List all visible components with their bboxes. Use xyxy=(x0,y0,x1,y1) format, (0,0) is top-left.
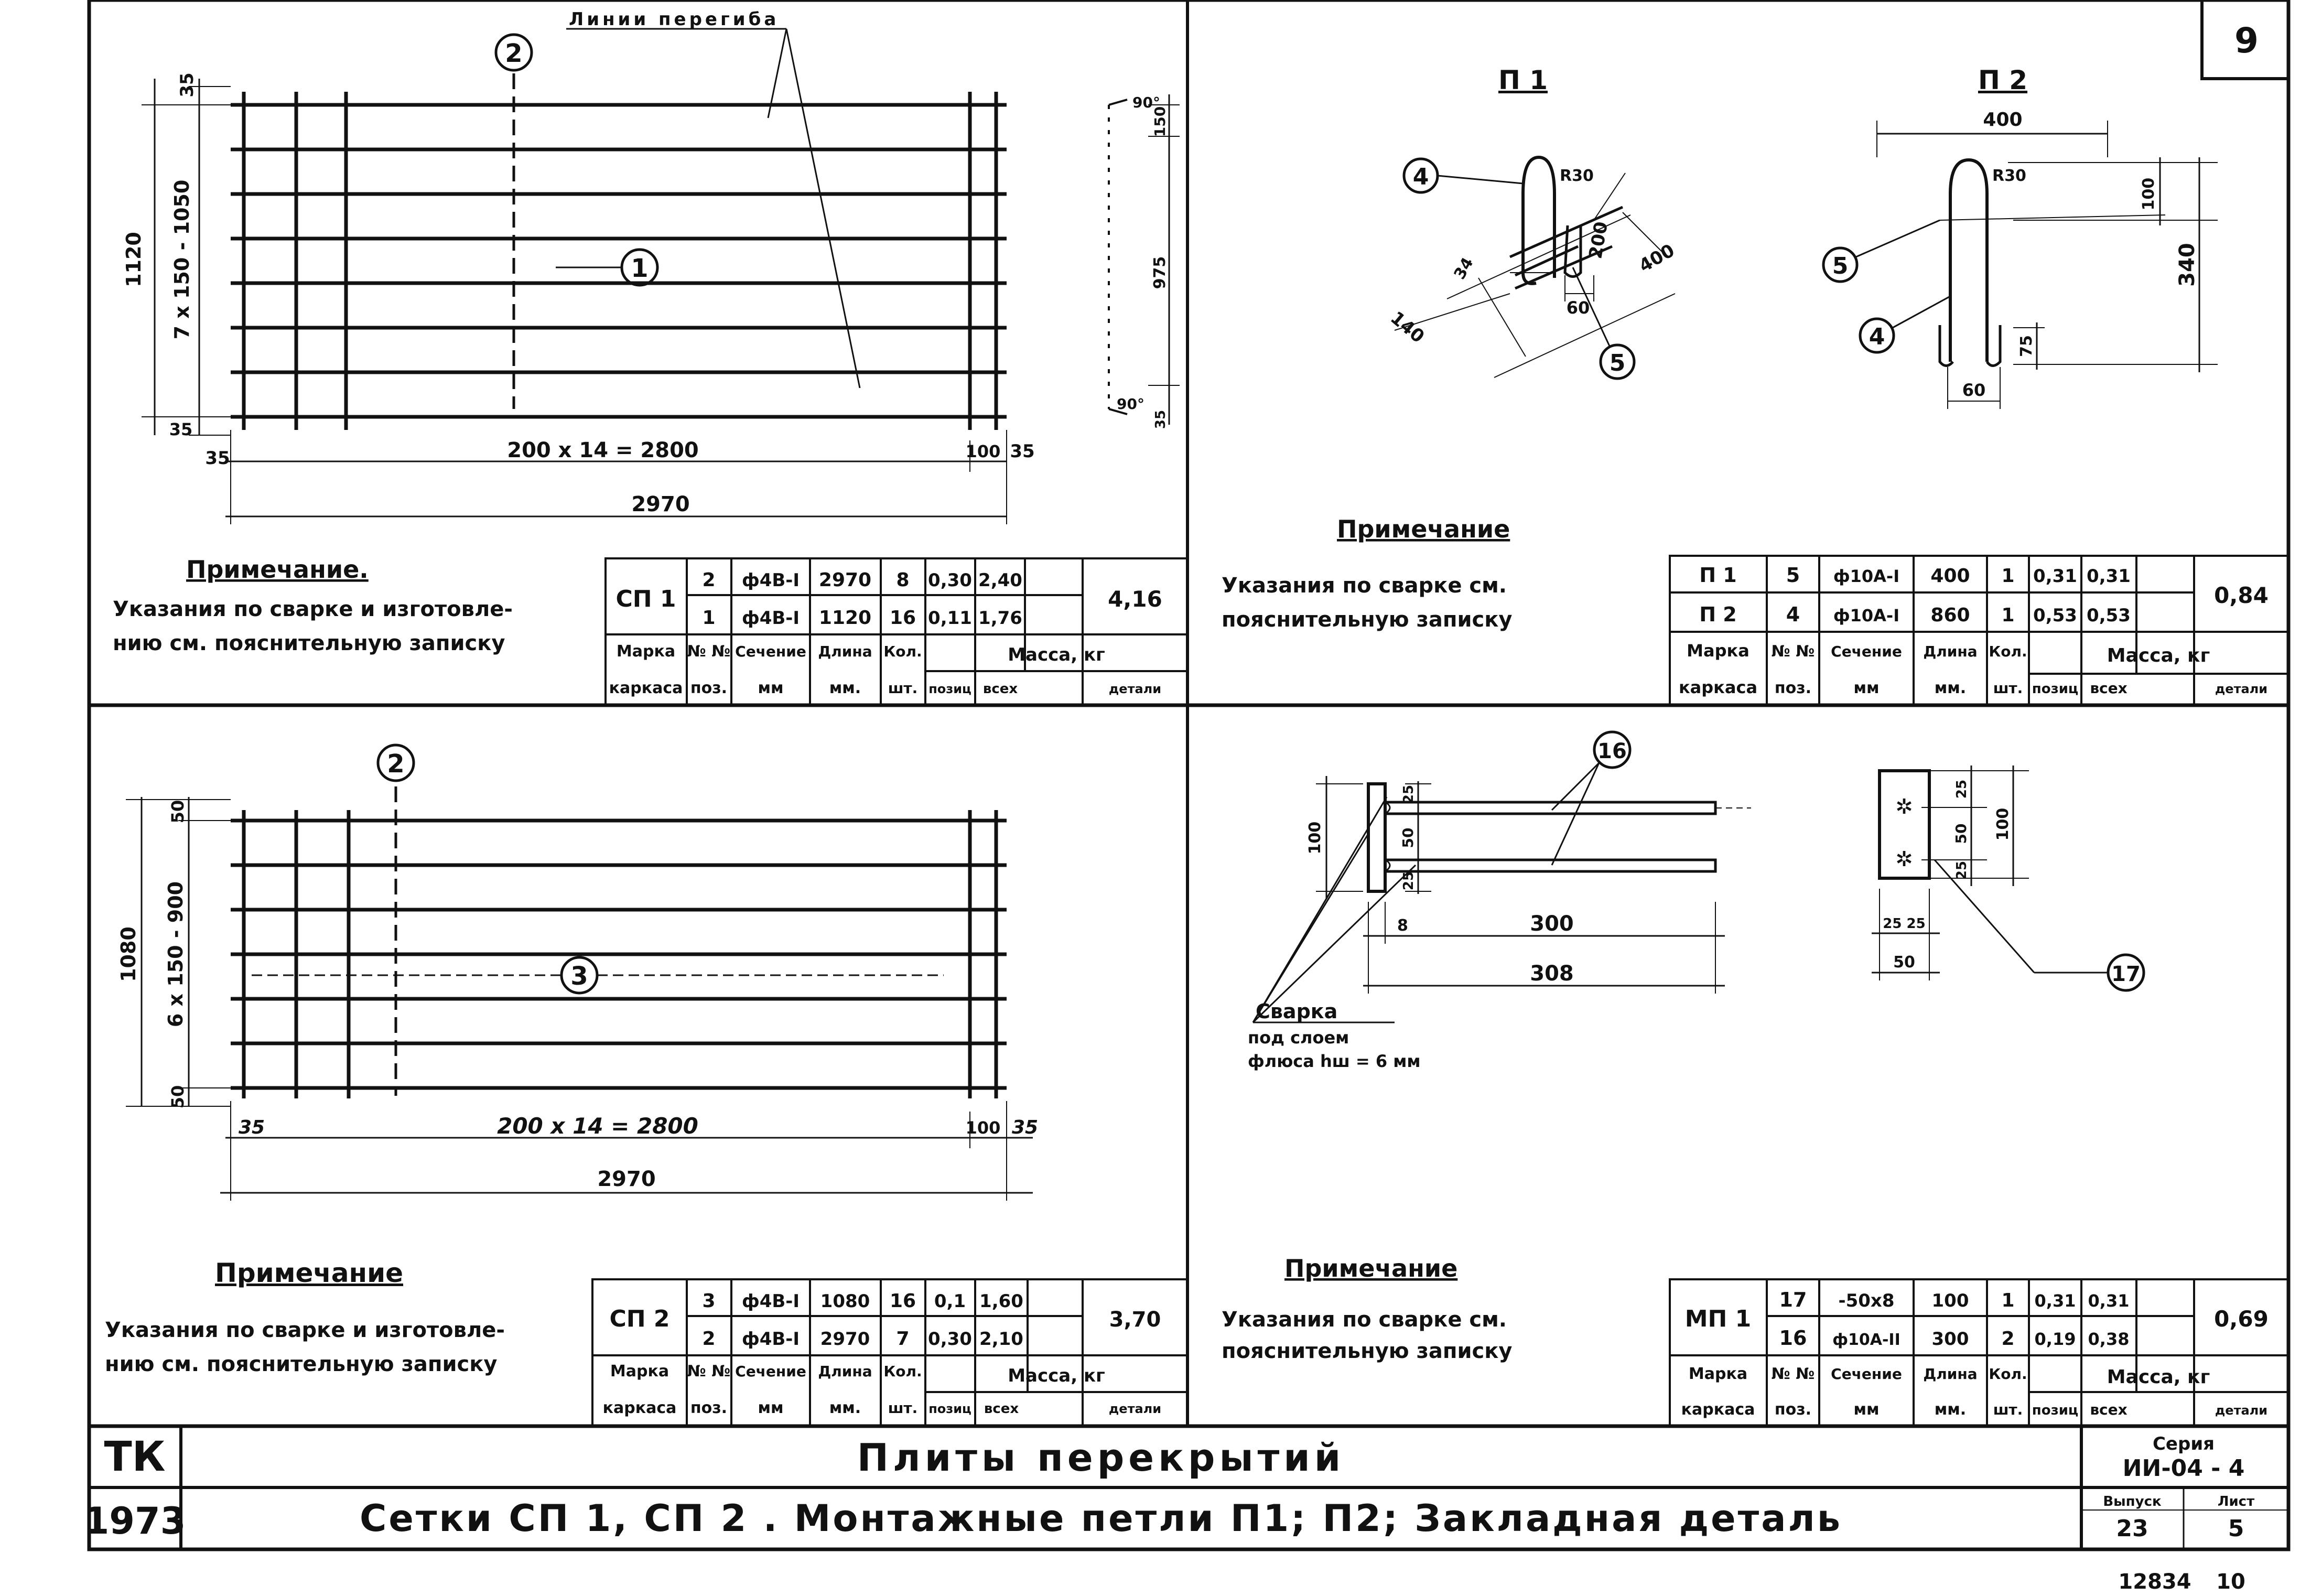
col-header-section: Сечение xyxy=(1831,643,1902,660)
dim-50-top: 50 xyxy=(168,800,188,824)
col-header-mass-pos: позиц xyxy=(928,1401,971,1416)
col-header-mass-all: всех xyxy=(982,681,1018,697)
table-header xyxy=(609,642,1161,697)
dim-1080: 1080 xyxy=(117,926,140,982)
cell-mark: П 2 xyxy=(1699,603,1737,626)
loop-p1-title: П 1 xyxy=(1498,65,1548,95)
col-header-mass: Масса, кг xyxy=(2107,1366,2210,1388)
series-value: ИИ-04 - 4 xyxy=(2122,1455,2245,1482)
anchor-point-bottom-icon: ✲ xyxy=(1895,847,1913,871)
loop-p1-pos-5: 5 xyxy=(1609,350,1626,376)
cell-qty: 2 xyxy=(2001,1328,2015,1350)
table-mark: МП 1 xyxy=(1684,1306,1752,1332)
list-value: 5 xyxy=(2228,1515,2244,1542)
col-header-nn-2: поз. xyxy=(690,1399,728,1417)
loop-p2-radius: R30 xyxy=(1992,167,2026,185)
cell-mass-pos: 0,30 xyxy=(928,1329,972,1350)
col-header-section-2: мм xyxy=(758,1399,784,1417)
side-dim-150: 150 xyxy=(1151,106,1169,137)
table-total-mass: 3,70 xyxy=(1109,1308,1161,1332)
plate-dim-100: 100 xyxy=(1994,807,2012,841)
table-row xyxy=(1699,564,2131,587)
cell-section: ф10А-I xyxy=(1833,606,1900,626)
loop-p1-dim-140: 140 xyxy=(1386,307,1429,348)
cell-mark: П 1 xyxy=(1699,564,1737,587)
col-header-nn: № № xyxy=(1771,642,1815,661)
weld-label-2: под слоем xyxy=(1248,1028,1349,1048)
cell-length: 1120 xyxy=(818,607,872,629)
cell-mass-all: 0,31 xyxy=(2087,566,2131,587)
cell-length: 860 xyxy=(1930,605,1970,626)
loop-p2-pos-5: 5 xyxy=(1832,253,1849,279)
embed-dim-100: 100 xyxy=(1306,821,1324,855)
col-header-nn: № № xyxy=(687,1362,731,1381)
dim-100: 100 xyxy=(965,441,1001,461)
embed-note xyxy=(1222,1254,1512,1363)
dim-200x14: 200 x 14 = 2800 xyxy=(507,438,699,462)
col-header-mark-2: каркаса xyxy=(609,679,683,697)
spec-table-sp2 xyxy=(592,1279,1187,1426)
col-header-mark: Марка xyxy=(610,1362,669,1381)
col-header-length: Длина xyxy=(818,1363,872,1380)
plate-dim-25-bottom: 25 xyxy=(1954,860,1970,880)
col-header-qty: Кол. xyxy=(883,643,922,660)
col-header-section: Сечение xyxy=(735,1363,806,1380)
project-title: Плиты перекрытий xyxy=(857,1436,1345,1480)
cell-pos: 17 xyxy=(1779,1288,1807,1311)
table-mark: СП 2 xyxy=(609,1306,670,1332)
table-total-mass: 0,69 xyxy=(2214,1306,2269,1332)
cell-section: ф10А-I xyxy=(1833,566,1900,586)
cell-mass-all: 2,10 xyxy=(979,1329,1023,1350)
col-header-mass-all: всех xyxy=(2090,1401,2128,1418)
dim-6x150: 6 x 150 - 900 xyxy=(164,881,187,1028)
table-total-mass: 0,84 xyxy=(2214,583,2269,608)
col-header-length-2: мм. xyxy=(1934,1400,1967,1419)
loop-p2-dim-100: 100 xyxy=(2140,177,2158,211)
page-number: 10 xyxy=(2216,1570,2245,1594)
loop-p2-dim-400: 400 xyxy=(1983,109,2023,131)
col-header-mass-pos: позиц xyxy=(928,682,971,696)
table-mark: СП 1 xyxy=(615,586,676,612)
issue-label: Выпуск xyxy=(2103,1494,2162,1509)
col-header-length: Длина xyxy=(818,643,872,660)
note-text-line1: Указания по сварке см. xyxy=(1222,1308,1507,1332)
dim-50-bottom: 50 xyxy=(168,1085,188,1109)
cell-pos: 2 xyxy=(702,1328,716,1350)
dim-200x14: 200 x 14 = 2800 xyxy=(497,1113,698,1139)
side-angle-bottom: 90° xyxy=(1117,395,1144,413)
loop-p2-dim-60: 60 xyxy=(1962,380,1986,400)
bend-lines-label: Линии перегиба xyxy=(569,9,780,30)
col-header-mark: Марка xyxy=(616,642,676,661)
col-header-mark-2: каркаса xyxy=(1678,677,1758,697)
col-header-mass-detail: детали xyxy=(1108,682,1162,696)
mesh-sp2-note xyxy=(105,1258,505,1376)
plate-dim-50: 50 xyxy=(1952,823,1970,844)
col-header-nn-2: поз. xyxy=(1774,679,1812,697)
col-header-qty-2: шт. xyxy=(1993,680,2023,697)
col-header-qty-2: шт. xyxy=(888,1399,918,1417)
loops-note xyxy=(1222,515,1512,632)
col-header-mass: Масса, кг xyxy=(1008,644,1105,665)
weld-label-1: Сварка xyxy=(1256,1000,1338,1023)
cell-mass-pos: 0,11 xyxy=(928,608,972,629)
col-header-mark: Марка xyxy=(1688,1365,1748,1383)
col-header-mass-detail: детали xyxy=(1108,1401,1162,1416)
col-header-section-2: мм xyxy=(758,679,784,697)
cell-qty: 16 xyxy=(889,607,916,629)
embed-dim-50: 50 xyxy=(1399,827,1417,848)
col-header-mass: Масса, кг xyxy=(2107,645,2210,666)
col-header-section-2: мм xyxy=(1853,1400,1880,1419)
archive-number: 12834 xyxy=(2118,1570,2191,1594)
loop-p1-dim-60: 60 xyxy=(1566,298,1590,318)
col-header-mass-pos: позиц xyxy=(2032,1403,2079,1418)
cell-mass-pos: 0,19 xyxy=(2034,1329,2076,1349)
cell-qty: 8 xyxy=(896,569,910,591)
title-block xyxy=(84,1433,2288,1594)
cell-mass-all: 1,60 xyxy=(979,1291,1023,1312)
col-header-qty: Кол. xyxy=(1989,1365,2027,1383)
position-marker-1-label: 1 xyxy=(631,254,649,283)
position-marker-2-label: 2 xyxy=(505,39,523,68)
series-label: Серия xyxy=(2152,1433,2215,1454)
cell-mass-all: 0,53 xyxy=(2087,605,2131,626)
embed-dim-25-top: 25 xyxy=(1401,784,1417,804)
cell-length: 2970 xyxy=(818,569,872,591)
mesh-sp1-drawing xyxy=(122,9,1180,524)
loop-p2-dim-340: 340 xyxy=(2175,243,2199,287)
cell-mass-pos: 0,31 xyxy=(2033,566,2077,587)
loop-p1-drawing xyxy=(1386,65,1678,379)
note-text-line2: пояснительную записку xyxy=(1222,608,1513,632)
cell-qty: 16 xyxy=(889,1290,916,1312)
loop-p2-title: П 2 xyxy=(1978,65,2028,95)
col-header-mark-2: каркаса xyxy=(602,1399,677,1417)
cell-length: 2970 xyxy=(820,1329,870,1350)
cell-pos: 1 xyxy=(702,607,716,629)
plate-dim-25-25: 25 25 xyxy=(1883,916,1926,932)
col-header-length-2: мм. xyxy=(829,1399,861,1417)
cell-pos: 2 xyxy=(702,569,716,591)
spec-table-sp1 xyxy=(606,558,1187,705)
note-title: Примечание xyxy=(1284,1254,1458,1282)
col-header-mass-all: всех xyxy=(2090,680,2128,697)
cell-mass-pos: 0,53 xyxy=(2033,605,2077,626)
cell-mass-all: 1,76 xyxy=(978,608,1022,629)
plate-dim-width-50: 50 xyxy=(1893,953,1915,972)
dim-2970: 2970 xyxy=(631,492,690,516)
loop-p1-dim-400: 400 xyxy=(1635,240,1678,277)
col-header-mark-2: каркаса xyxy=(1681,1400,1755,1419)
list-label: Лист xyxy=(2217,1494,2255,1509)
loop-p1-radius: R30 xyxy=(1560,167,1594,185)
cell-length: 400 xyxy=(1930,565,1970,587)
col-header-nn-2: поз. xyxy=(1774,1400,1812,1419)
col-header-mass-detail: детали xyxy=(2215,682,2268,696)
cell-mass-pos: 0,31 xyxy=(2034,1291,2076,1311)
col-header-qty: Кол. xyxy=(1989,643,2027,660)
cell-pos: 5 xyxy=(1786,564,1800,587)
col-header-nn: № № xyxy=(687,642,731,661)
loop-p2-drawing xyxy=(1823,65,2218,409)
dim-1120: 1120 xyxy=(122,232,145,287)
col-header-length-2: мм. xyxy=(1934,679,1967,697)
note-text-line1: Указания по сварке см. xyxy=(1222,574,1507,598)
note-text-line1: Указания по сварке и изготовле- xyxy=(113,597,513,621)
cell-mass-all: 2,40 xyxy=(978,570,1022,591)
year: 1973 xyxy=(83,1500,186,1543)
spec-table-loops xyxy=(1670,556,2288,705)
dim-35-left: 35 xyxy=(238,1117,265,1138)
cell-length: 300 xyxy=(1931,1329,1969,1350)
col-header-section-2: мм xyxy=(1853,679,1880,697)
note-title: Примечание. xyxy=(186,555,369,584)
col-header-section: Сечение xyxy=(1831,1365,1902,1383)
plate-dim-25-top: 25 xyxy=(1954,779,1970,799)
table-row xyxy=(1779,1327,2130,1350)
position-marker-3-label: 3 xyxy=(570,962,588,991)
table-row xyxy=(1699,603,2131,626)
col-header-mass: Масса, кг xyxy=(1008,1365,1105,1386)
dim-35-bottom: 35 xyxy=(169,419,193,439)
embed-part-drawing xyxy=(1248,732,2144,1071)
dim-7x150: 7 x 150 - 1050 xyxy=(170,179,193,340)
cell-pos: 16 xyxy=(1779,1327,1807,1350)
note-text-line2: нию см. пояснительную записку xyxy=(105,1352,498,1376)
cell-section: ф10А-II xyxy=(1832,1331,1900,1349)
cell-mass-pos: 0,30 xyxy=(928,570,972,591)
cell-pos: 4 xyxy=(1786,603,1800,626)
col-header-mass-all: всех xyxy=(984,1401,1019,1417)
col-header-mass-pos: позиц xyxy=(2032,681,2079,697)
position-marker-2-label: 2 xyxy=(387,749,405,779)
note-text-line2: нию см. пояснительную записку xyxy=(113,631,505,655)
col-header-length: Длина xyxy=(1923,643,1978,660)
cell-qty: 1 xyxy=(2001,565,2015,587)
table-row xyxy=(1779,1288,2130,1311)
col-header-length-2: мм. xyxy=(829,679,861,697)
anchor-point-top-icon: ✲ xyxy=(1895,795,1913,819)
embed-pos-17: 17 xyxy=(2111,962,2141,986)
org-code: ТК xyxy=(104,1433,166,1481)
loop-p1-pos-4: 4 xyxy=(1412,164,1429,190)
side-angle-top: 90° xyxy=(1132,94,1160,111)
weld-label-3: флюса hш = 6 мм xyxy=(1248,1051,1421,1071)
loop-p2-dim-75: 75 xyxy=(2017,335,2036,357)
col-header-nn-2: поз. xyxy=(690,679,728,697)
loop-p1-dim-34: 34 xyxy=(1450,254,1477,283)
dim-35-left: 35 xyxy=(205,448,230,469)
cell-section: -50x8 xyxy=(1838,1290,1895,1311)
side-dim-975: 975 xyxy=(1151,256,1169,289)
col-header-qty-2: шт. xyxy=(888,680,918,697)
dim-35-right: 35 xyxy=(1011,1117,1039,1138)
cell-mass-all: 0,38 xyxy=(2088,1329,2130,1349)
cell-qty: 7 xyxy=(896,1328,910,1350)
table-total-mass: 4,16 xyxy=(1108,586,1162,612)
cell-mass-all: 0,31 xyxy=(2088,1291,2130,1311)
cell-qty: 1 xyxy=(2001,605,2015,626)
sheet-subtitle: Сетки СП 1, СП 2 . Монтажные петли П1; П2; Закладная деталь xyxy=(360,1497,1842,1540)
embed-dim-308: 308 xyxy=(1530,962,1574,986)
note-text-line2: пояснительную записку xyxy=(1222,1339,1513,1363)
loop-p2-pos-4: 4 xyxy=(1869,323,1885,350)
dim-35-top: 35 xyxy=(177,72,198,98)
cell-length: 100 xyxy=(1931,1290,1969,1311)
col-header-qty: Кол. xyxy=(883,1363,922,1380)
note-title: Примечание xyxy=(1337,515,1510,543)
embed-dim-300: 300 xyxy=(1530,912,1574,936)
embed-dim-8: 8 xyxy=(1397,916,1408,935)
cell-section: ф4В-I xyxy=(741,1329,800,1350)
embed-dim-25-bottom: 25 xyxy=(1401,871,1417,891)
loop-p1-dim-200: 200 xyxy=(1585,220,1613,261)
mesh-sp2-drawing xyxy=(117,745,1038,1201)
col-header-section: Сечение xyxy=(735,643,806,660)
col-header-mark: Марка xyxy=(1687,641,1750,661)
col-header-length: Длина xyxy=(1923,1365,1978,1383)
issue-value: 23 xyxy=(2116,1515,2148,1542)
cell-length: 1080 xyxy=(820,1291,870,1312)
cell-qty: 1 xyxy=(2001,1290,2015,1311)
cell-mass-pos: 0,1 xyxy=(934,1291,966,1312)
note-text-line1: Указания по сварке и изготовле- xyxy=(105,1318,505,1342)
col-header-mass-detail: детали xyxy=(2215,1403,2268,1418)
col-header-qty-2: шт. xyxy=(1993,1401,2023,1418)
cell-pos: 3 xyxy=(702,1290,716,1312)
cell-section: ф4В-I xyxy=(741,608,800,629)
sheet-number: 9 xyxy=(2234,20,2259,61)
dim-100: 100 xyxy=(965,1118,1001,1138)
col-header-nn: № № xyxy=(1771,1365,1815,1383)
mesh-sp1-note xyxy=(113,555,513,655)
note-title: Примечание xyxy=(215,1258,404,1288)
side-dim-35: 35 xyxy=(1153,409,1169,429)
cell-section: ф4В-I xyxy=(741,570,800,591)
dim-35-right: 35 xyxy=(1010,441,1035,462)
cell-section: ф4В-I xyxy=(741,1291,800,1312)
dim-2970: 2970 xyxy=(597,1167,656,1191)
spec-table-embed xyxy=(1670,1279,2288,1426)
embed-pos-16: 16 xyxy=(1597,739,1627,763)
